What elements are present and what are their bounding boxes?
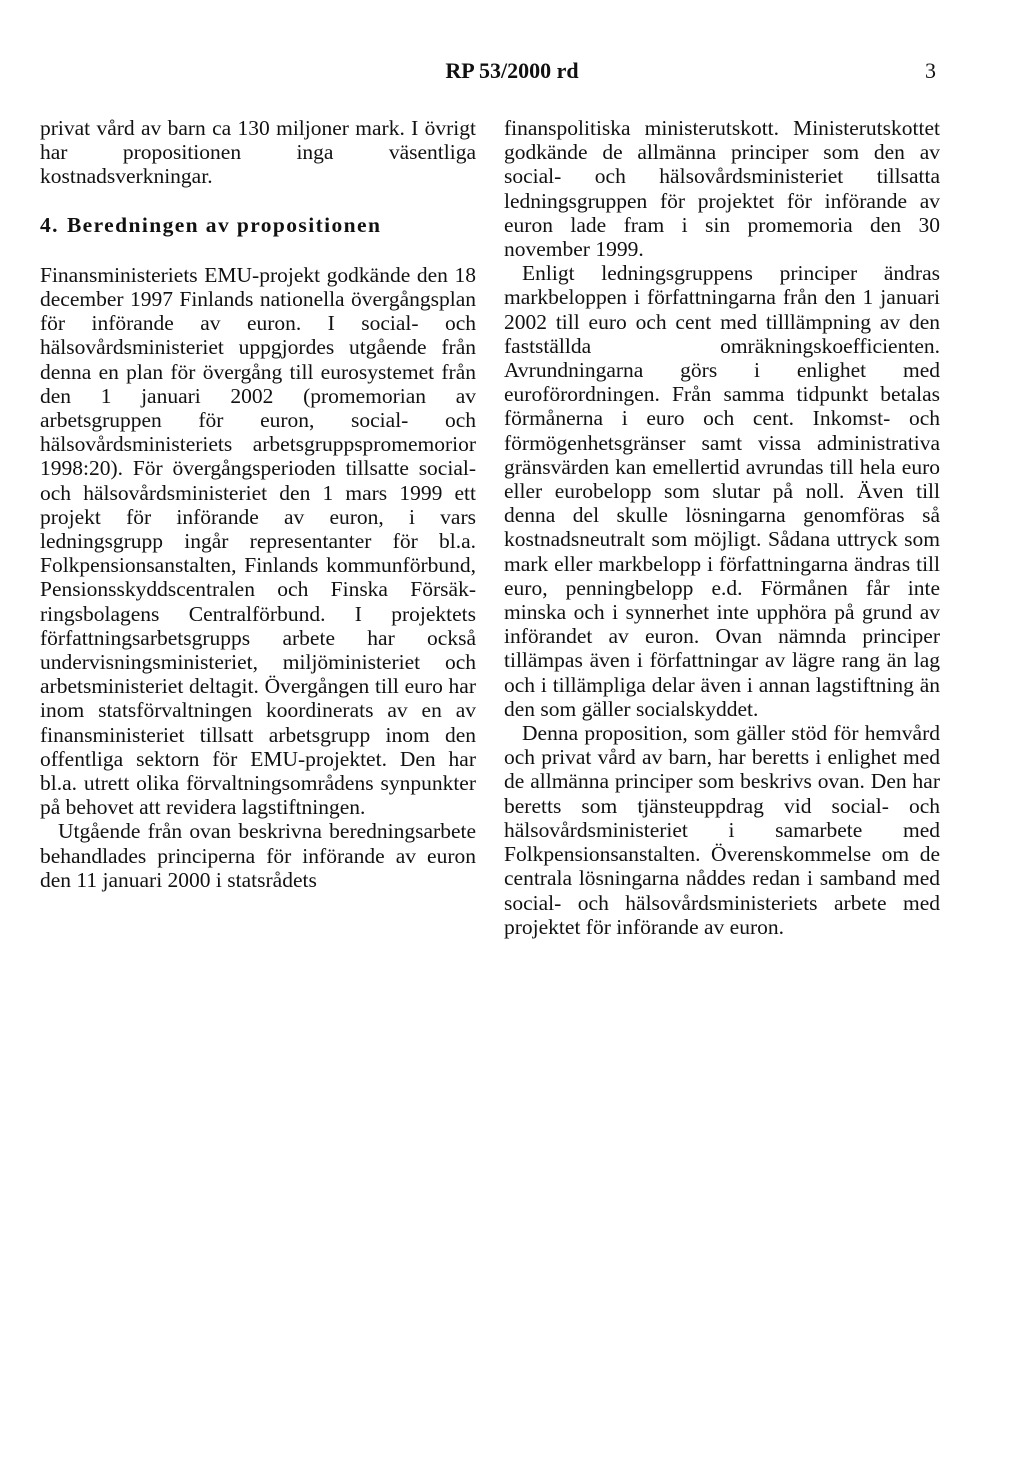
body-paragraph: finanspolitiska ministerutskott. Ministerutskottet godkände de allmänna principer som den av social- och hälsovårdsministeriet tillsatta ledningsgruppen för projektet för införande av euron lade fram i sin promemoria den 30 november 1999.: [504, 116, 940, 262]
page-header: [0, 56, 1024, 86]
left-column: [40, 116, 476, 892]
section-heading: [40, 213, 476, 237]
body-paragraph: Finansministeriets EMU-projekt godkände den 18 december 1997 Finlands nationella övergångsplan för införande av euron. I social- och hälsovårdsministeriet uppgjordes utgående från denna en plan för övergång till eurosystemet från den 1 januari 2002 (promemorian av arbetsgruppen för euron, social- och hälsovårdsministeriets arbetsgruppspromemorior 1998:20). För övergångsperioden tillsatte social- och hälsovårdsministeriet den 1 mars 1999 ett projekt för införande av euron, i vars ledningsgrupp ingår representanter för bl.a. Folkpensionsanstalten, Finlands kommunförbund, Pensionsskyddscentralen och Finska Försäkringsbolagens Centralförbund. I projektets författningsarbetsgrupps arbete har också undervisningsministeriet, miljöministeriet och arbetsministeriet deltagit. Övergången till euro har inom statsförvaltningen koordinerats av en av finansministeriet tillsatt arbetsgrupp inom den offentliga sektorn för EMU-projektet. Den har bl.a. utrett olika förvaltningsområdens synpunkter på behovet att revidera lagstiftningen.: [40, 262, 476, 820]
section-number: 4.: [40, 212, 59, 237]
document-id: RP 53/2000 rd: [445, 58, 579, 83]
body-paragraph: Utgående från ovan beskrivna beredningsarbete behandlades principerna för införande av euron den 11 januari 2000 i statsrådets: [40, 819, 476, 892]
body-paragraph: Denna proposition, som gäller stöd för hemvård och privat vård av barn, har beretts i enlighet med de allmänna principer som beskrivs ovan. Den har beretts som tjänsteuppdrag vid social- och hälsovårdsministeriet i samarbete med Folkpensionsanstalten. Överenskommelse om de centrala lösningarna nåddes redan i samband med social- och hälsovårdsministeriets arbete med projektet för införande av euron.: [504, 721, 940, 939]
body-paragraph: Enligt ledningsgruppens principer ändras markbeloppen i författningarna från den 1 januari 2002 till euro och cent med tilllämpning av den fastställda omräkningskoefficienten. Avrundningarna görs i enlighet med euroförordningen. Från samma tidpunkt betalas förmånerna i euro och cent. Inkomst- och förmögenhetsgränser samt vissa administrativa gränsvärden kan emellertid avrundas till hela euro eller eurobelopp som slutar på noll. Även till denna del skulle lösningarna genomföras så kostnadsneutralt som möjligt. Sådana uttryck som mark eller markbelopp i författningarna ändras till euro, penningbelopp e.d. Förmånen får inte minska och i synnerhet inte upphöra på grund av införandet av euron. Ovan nämnda principer tillämpas även i författningar av lägre rang än lag och i tillämpliga delar även i annan lagstiftning än den som gäller socialskyddet.: [504, 261, 940, 721]
page-number: 3: [925, 58, 936, 83]
section-title: Beredningen av propositionen: [66, 212, 382, 237]
intro-paragraph: privat vård av barn ca 130 miljoner mark. I övrigt har propositionen inga väsentliga kostnadsverkningar.: [40, 116, 476, 189]
right-column: [504, 116, 940, 939]
